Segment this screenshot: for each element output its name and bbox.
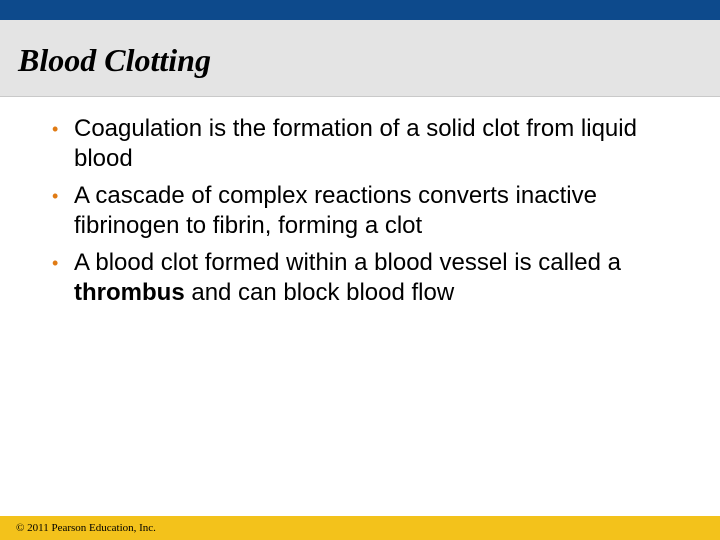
bullet-marker-icon: • [52,186,59,206]
bullet-text [74,249,621,306]
copyright-notice: © 2011 Pearson Education, Inc. [16,522,156,534]
top-accent-bar [0,0,720,20]
bullet-text [74,115,637,172]
slide-title: Blood Clotting [18,42,211,78]
bullet-text [74,182,597,239]
bullet-marker-icon: • [52,119,59,139]
bullet-text-part: A cascade of complex reactions converts inactive fibrinogen to fibrin, forming a clot [74,182,597,239]
bullet-marker-icon: • [52,253,59,273]
bullet-text-part: and can block blood flow [184,279,455,306]
bullet-list [52,114,702,315]
bullet-item [52,114,702,174]
bullet-text-part: Coagulation is the formation of a solid clot from liquid blood [74,115,637,172]
bullet-text-part: A blood clot formed within a blood vessel is called a [74,249,621,276]
bullet-item [52,248,702,308]
bullet-item [52,181,702,241]
bullet-bold-term: thrombus [74,279,185,306]
